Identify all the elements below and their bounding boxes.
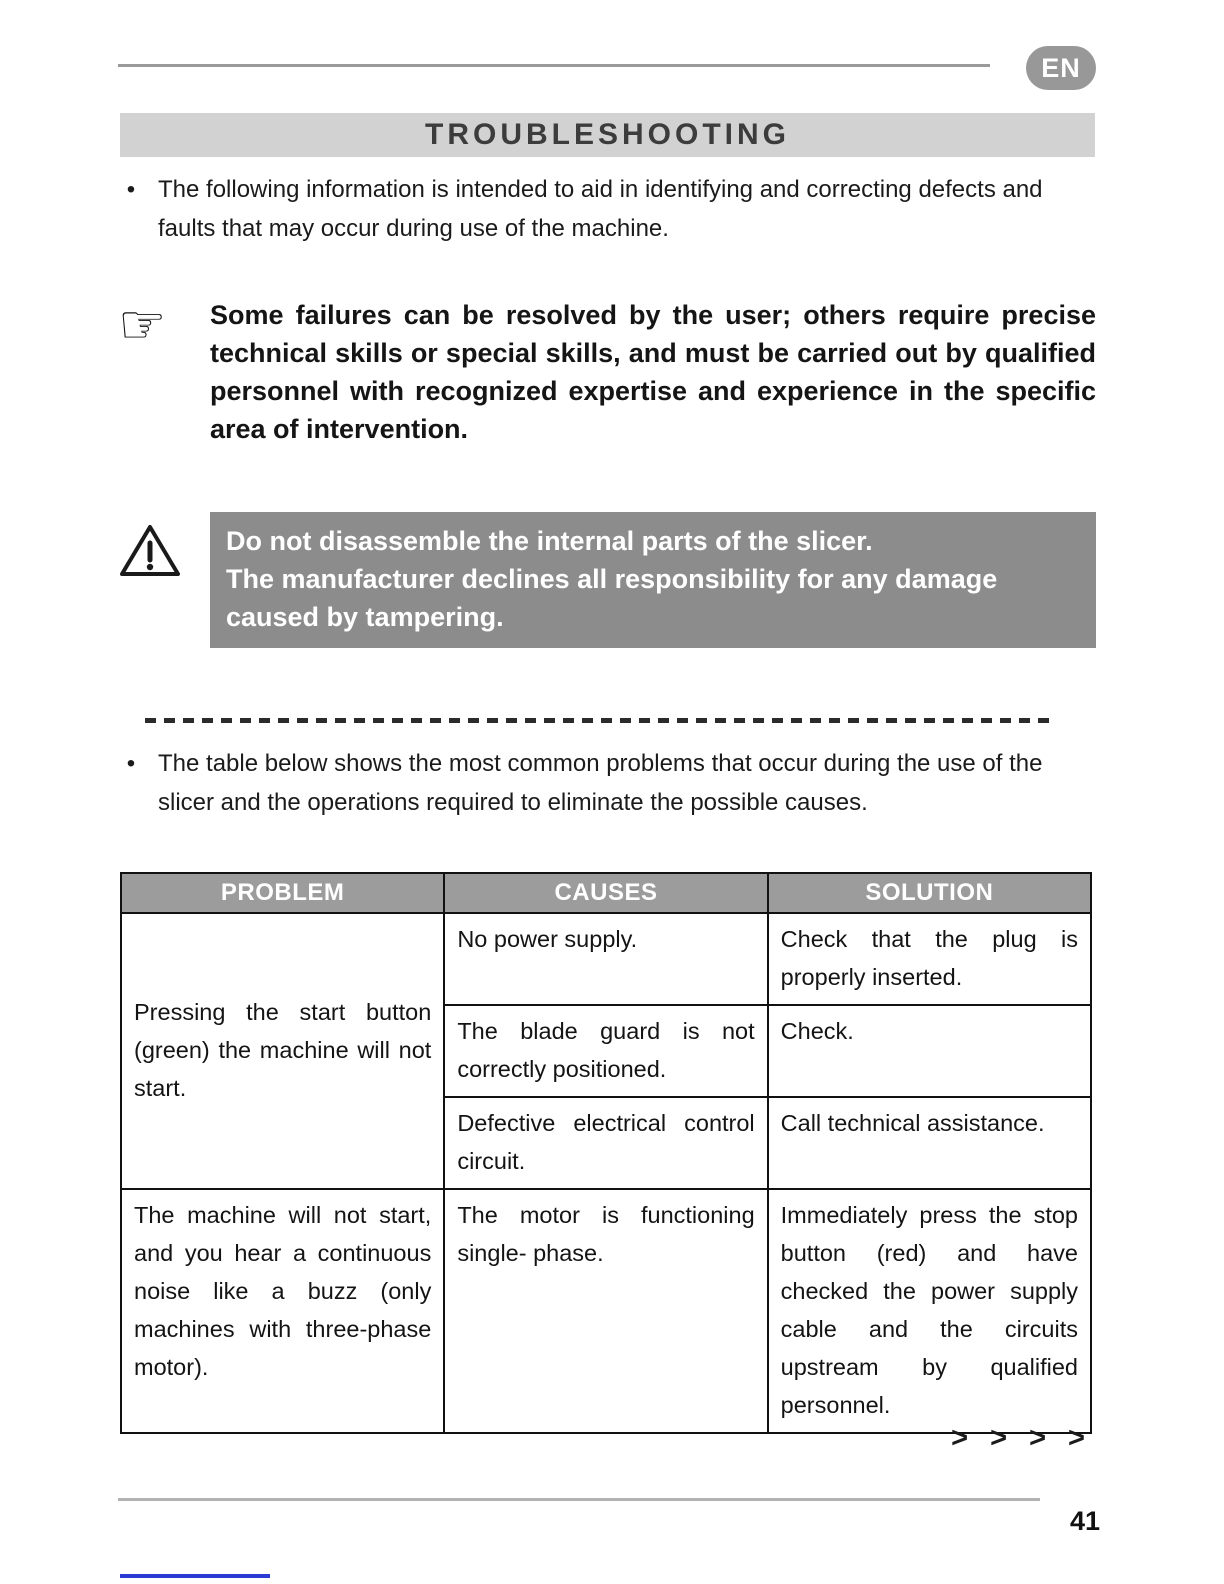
page-number: 41 [1069, 1506, 1100, 1536]
note-text: Some failures can be resolved by the user; others require precise technical skills or special skills, and must be carried out by qualified personnel with recognized expertise and experience in the specific area of intervention. [210, 300, 1096, 444]
section-title-bar [120, 113, 1095, 157]
language-badge [1026, 46, 1096, 90]
table-intro-bullet [120, 744, 1100, 822]
language-badge-label: EN [1041, 52, 1081, 83]
warning-block [118, 512, 1096, 648]
solution-cell: Check. [768, 1005, 1091, 1097]
table-row [121, 1189, 1091, 1433]
intro-bullet [120, 170, 1100, 248]
troubleshooting-table [120, 872, 1092, 1434]
bottom-divider [118, 1498, 1040, 1501]
top-divider [118, 64, 990, 67]
warning-triangle-icon [118, 512, 210, 585]
intro-bullet-text: The following information is intended to aid in identifying and correcting defects and faults that may occur during use of the machine. [158, 176, 1043, 242]
table-intro-bullet-text: The table below shows the most common problems that occur during the use of the slicer and the operations required to eliminate the possible causes. [158, 750, 1043, 816]
solution-cell: Call technical assistance. [768, 1097, 1091, 1189]
cause-cell: Defective electrical control circuit. [444, 1097, 767, 1189]
bullet-marker: • [126, 750, 136, 777]
warning-line-1: Do not disassemble the internal parts of the slicer. [226, 526, 873, 556]
table-header-row [121, 873, 1091, 913]
troubleshooting-table-wrap [120, 872, 1092, 1434]
continuation-marker: > > > > [951, 1422, 1092, 1454]
table-row [121, 913, 1091, 1005]
problem-cell: Pressing the start button (green) the machine will not start. [121, 913, 444, 1189]
dashed-divider [145, 718, 1050, 723]
footer-link-underline [120, 1574, 270, 1578]
solution-cell: Check that the plug is properly inserted. [768, 913, 1091, 1005]
column-header-solution: SOLUTION [768, 873, 1091, 913]
solution-cell: Immediately press the stop button (red) and have checked the power supply cable and the circuits upstream by qualified personnel. [768, 1189, 1091, 1433]
page-title: TROUBLESHOOTING [425, 118, 790, 151]
bullet-marker: • [126, 176, 136, 203]
note-block [118, 296, 1096, 448]
problem-cell: The machine will not start, and you hear a continuous noise like a buzz (only machines with three-phase motor). [121, 1189, 444, 1433]
cause-cell: The motor is functioning single- phase. [444, 1189, 767, 1433]
pointing-hand-icon: ☞ [118, 295, 167, 355]
warning-line-2: The manufacturer declines all responsibility for any damage caused by tampering. [226, 564, 998, 632]
column-header-problem: PROBLEM [121, 873, 444, 913]
column-header-causes: CAUSES [444, 873, 767, 913]
cause-cell: The blade guard is not correctly positioned. [444, 1005, 767, 1097]
warning-box [210, 512, 1096, 648]
cause-cell: No power supply. [444, 913, 767, 1005]
